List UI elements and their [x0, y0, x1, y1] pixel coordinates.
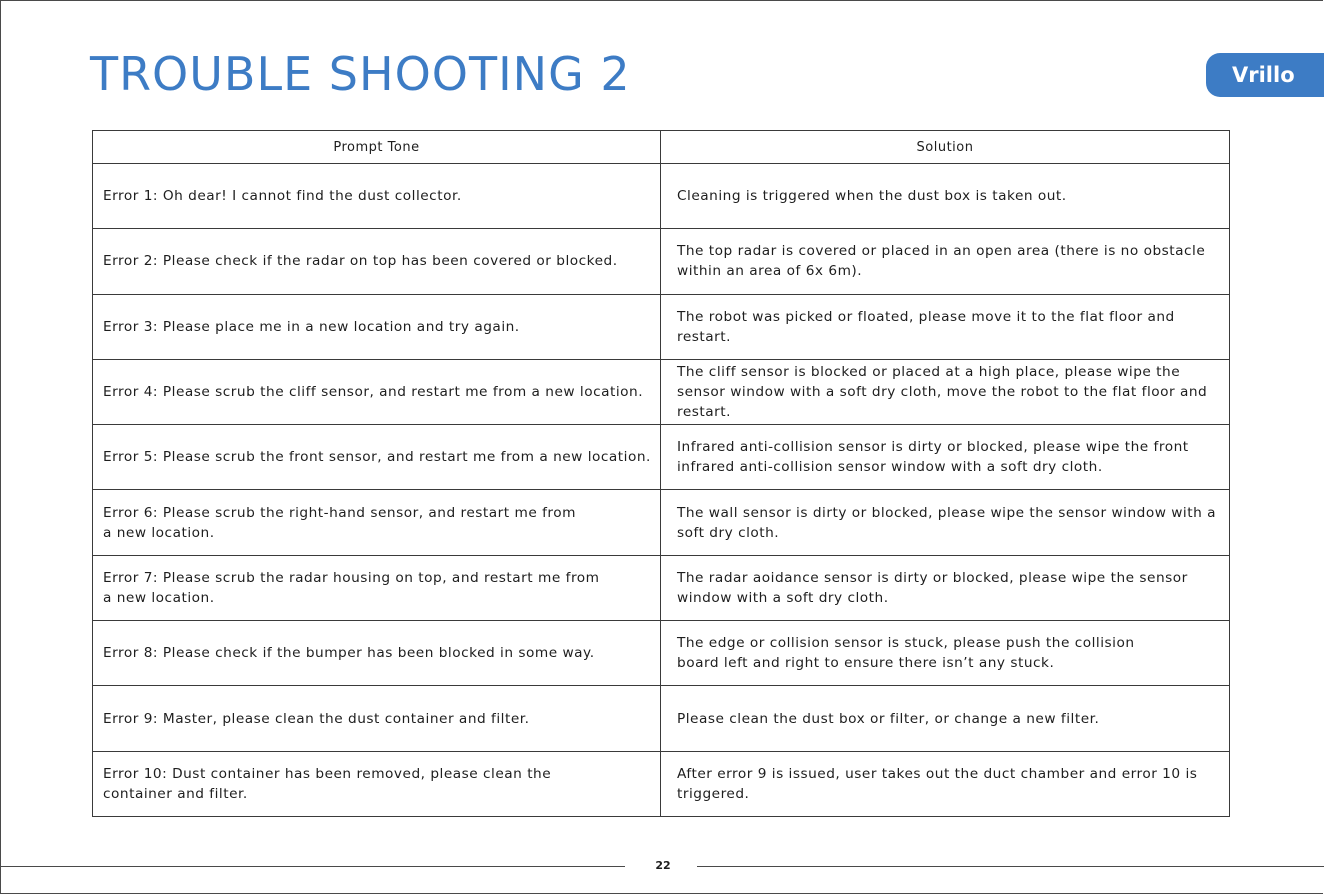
- solution-cell: The wall sensor is dirty or blocked, please wipe the sensor window with a soft dry cloth.: [661, 490, 1230, 555]
- brand-logo: Vrillo: [1206, 53, 1324, 97]
- header-solution: Solution: [661, 131, 1230, 164]
- prompt-cell: Error 8: Please check if the bumper has been blocked in some way.: [93, 621, 661, 686]
- page-number: 22: [655, 859, 671, 872]
- table-row: [93, 229, 1230, 294]
- solution-cell: The robot was picked or floated, please move it to the flat floor and restart.: [661, 294, 1230, 359]
- prompt-cell: Error 6: Please scrub the right-hand sensor, and restart me from a new location.: [93, 490, 661, 555]
- table-row: [93, 621, 1230, 686]
- footer-divider-right: [697, 866, 1324, 867]
- table-row: [93, 425, 1230, 490]
- page-title: TROUBLE SHOOTING 2: [90, 47, 631, 101]
- table-header-row: [93, 131, 1230, 164]
- solution-cell: Please clean the dust box or filter, or change a new filter.: [661, 686, 1230, 751]
- prompt-cell: Error 5: Please scrub the front sensor, and restart me from a new location.: [93, 425, 661, 490]
- solution-cell: After error 9 is issued, user takes out the duct chamber and error 10 is triggered.: [661, 751, 1230, 816]
- footer-divider-left: [0, 866, 625, 867]
- prompt-cell: Error 4: Please scrub the cliff sensor, and restart me from a new location.: [93, 359, 661, 424]
- prompt-cell: Error 10: Dust container has been removed, please clean the container and filter.: [93, 751, 661, 816]
- solution-cell: Infrared anti-collision sensor is dirty or blocked, please wipe the front infrared anti-collision sensor window with a soft dry cloth.: [661, 425, 1230, 490]
- solution-cell: Cleaning is triggered when the dust box is taken out.: [661, 164, 1230, 229]
- table-row: [93, 359, 1230, 424]
- table-row: [93, 294, 1230, 359]
- prompt-cell: Error 9: Master, please clean the dust container and filter.: [93, 686, 661, 751]
- prompt-cell: Error 2: Please check if the radar on top has been covered or blocked.: [93, 229, 661, 294]
- solution-cell: The edge or collision sensor is stuck, please push the collision board left and right to ensure there isn’t any stuck.: [661, 621, 1230, 686]
- solution-cell: The top radar is covered or placed in an open area (there is no obstacle within an area of 6x 6m).: [661, 229, 1230, 294]
- prompt-cell: Error 1: Oh dear! I cannot find the dust collector.: [93, 164, 661, 229]
- prompt-cell: Error 3: Please place me in a new location and try again.: [93, 294, 661, 359]
- troubleshooting-table: [92, 130, 1230, 817]
- table-row: [93, 164, 1230, 229]
- solution-cell: The cliff sensor is blocked or placed at a high place, please wipe the sensor window with a soft dry cloth, move the robot to the flat floor and restart.: [661, 359, 1230, 424]
- table-row: [93, 555, 1230, 620]
- table-row: [93, 751, 1230, 816]
- prompt-cell: Error 7: Please scrub the radar housing on top, and restart me from a new location.: [93, 555, 661, 620]
- table-row: [93, 686, 1230, 751]
- solution-cell: The radar aoidance sensor is dirty or blocked, please wipe the sensor window with a soft dry cloth.: [661, 555, 1230, 620]
- table-row: [93, 490, 1230, 555]
- header-prompt-tone: Prompt Tone: [93, 131, 661, 164]
